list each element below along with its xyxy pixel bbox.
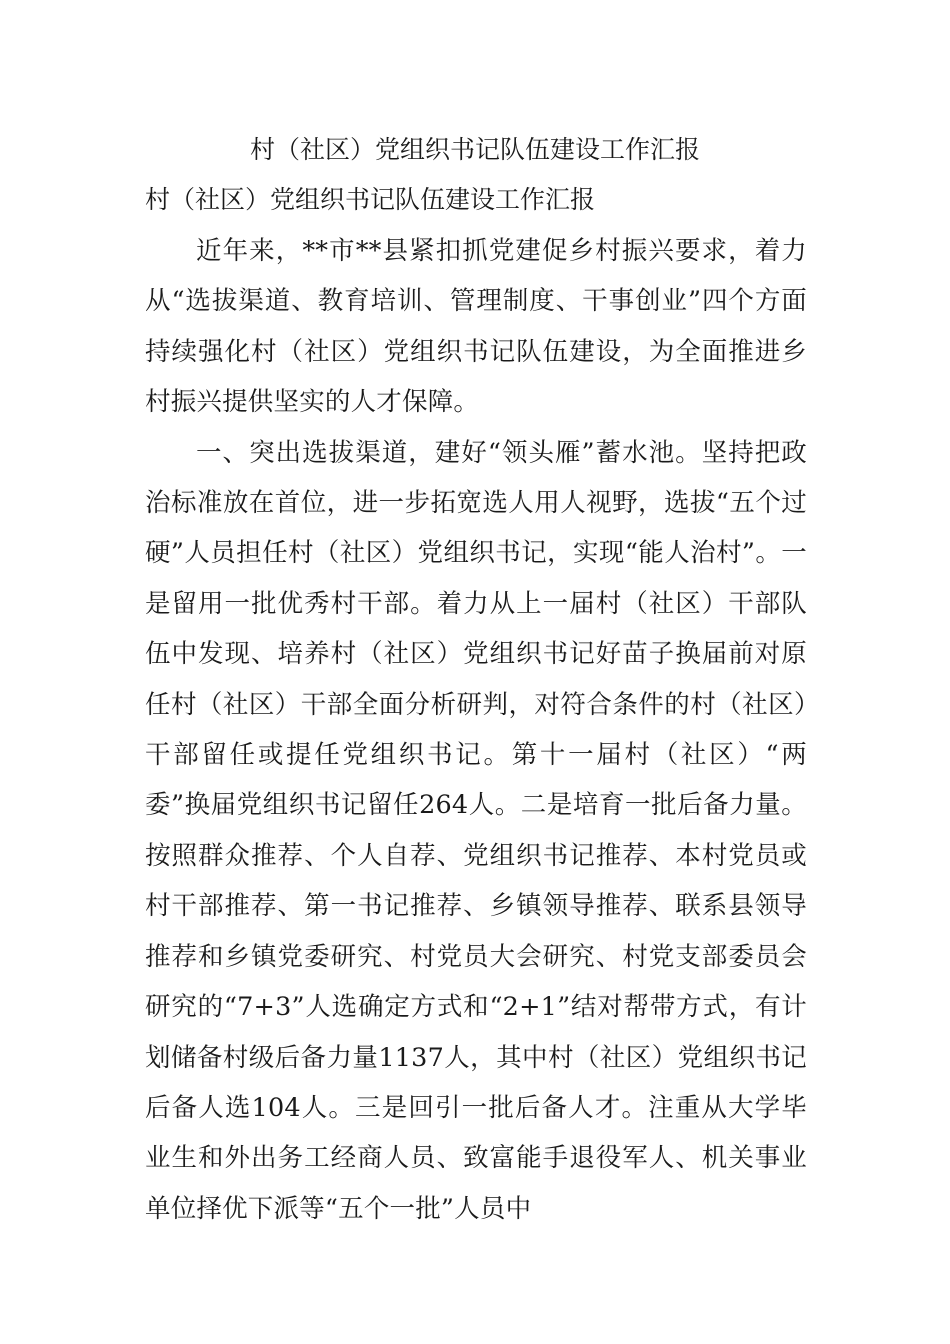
document-subtitle: 村（社区）党组织书记队伍建设工作汇报: [145, 185, 596, 214]
paragraph-section-one: 一、突出选拔渠道，建好“领头雁”蓄水池。坚持把政治标准放在首位，进一步拓宽选人用人视野，选拔“五个过硬”人员担任村（社区）党组织书记，实现“能人治村”。一是留用一批优秀村干部。着力从上一届村（社区）干部队伍中发现、培养村（社区）党组织书记好苗子换届前对原任村（社区）干部全面分析研判，对符合条件的村（社区）干部留任或提任党组织书记。第十一届村（社区）“两委”换届党组织书记留任264人。二是培育一批后备力量。按照群众推荐、个人自荐、党组织书记推荐、本村党员或村干部推荐、第一书记推荐、乡镇领导推荐、联系县领导推荐和乡镇党委研究、村党员大会研究、村党支部委员会研究的“7+3”人选确定方式和“2+1”结对帮带方式，有计划储备村级后备力量1137人，其中村（社区）党组织书记后备人选104人。三是回引一批后备人才。注重从大学毕业生和外出务工经商人员、致富能手退役军人、机关事业单位择优下派等“五个一批”人员中: [145, 437, 807, 1224]
document-title: 村（社区）党组织书记队伍建设工作汇报: [249, 135, 700, 164]
paragraph-intro: 近年来，**市**县紧扣抓党建促乡村振兴要求，着力从“选拔渠道、教育培训、管理制度、干事创业”四个方面持续强化村（社区）党组织书记队伍建设，为全面推进乡村振兴提供坚实的人才保障。: [145, 236, 807, 418]
document-body: [145, 226, 807, 1234]
